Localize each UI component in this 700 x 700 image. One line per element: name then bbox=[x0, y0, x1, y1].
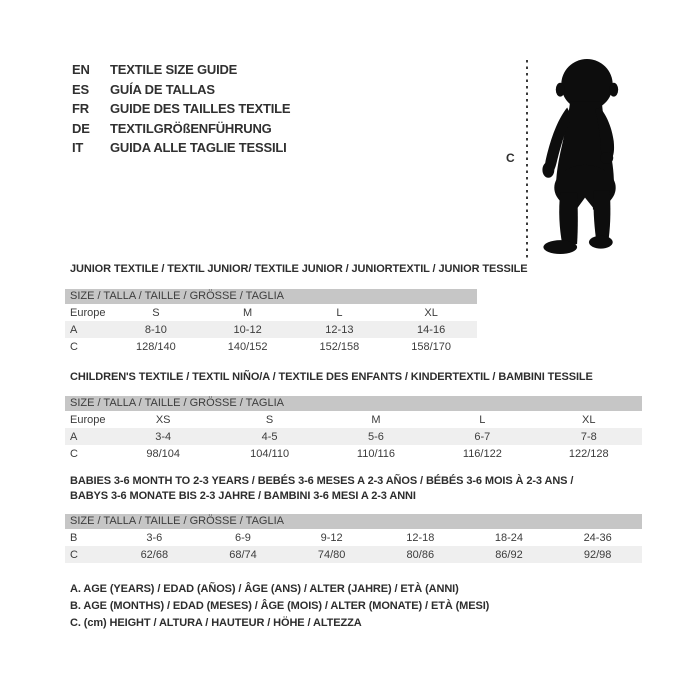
size-header-bar: SIZE / TALLA / TAILLE / GRÖSSE / TAGLIA bbox=[65, 396, 642, 411]
cell: 3-4 bbox=[155, 430, 172, 443]
table-row bbox=[65, 304, 477, 321]
cell: XL bbox=[424, 306, 438, 319]
legend-line-a: A. AGE (YEARS) / EDAD (AÑOS) / ÂGE (ANS) / ALTER (JAHRE) / ETÀ (ANNI) bbox=[70, 583, 459, 595]
table-row bbox=[65, 445, 642, 462]
section-title-babies-line1: BABIES 3-6 MONTH TO 2-3 YEARS / BEBÉS 3-6 MESES A 2-3 AÑOS / BÉBÉS 3-6 MOIS À 2-3 ANS / bbox=[70, 475, 574, 487]
height-measure-label: C bbox=[506, 151, 515, 165]
cell: S bbox=[265, 413, 274, 426]
section-title-babies bbox=[70, 474, 573, 504]
cell: 110/116 bbox=[356, 447, 396, 460]
cell: 4-5 bbox=[261, 430, 278, 443]
height-dashed-line-icon bbox=[526, 60, 528, 258]
cell: 6-9 bbox=[235, 531, 251, 544]
toddler-silhouette-icon bbox=[533, 58, 637, 258]
language-code: IT bbox=[72, 140, 84, 155]
measure-legend bbox=[70, 581, 489, 632]
cell: M bbox=[243, 306, 253, 319]
language-row bbox=[72, 119, 290, 139]
cell: 9-12 bbox=[320, 531, 343, 544]
cell: 7-8 bbox=[580, 430, 597, 443]
language-code: DE bbox=[72, 120, 90, 136]
cell: 98/104 bbox=[146, 447, 181, 460]
row-label: C bbox=[70, 447, 78, 460]
language-code: EN bbox=[72, 62, 90, 77]
row-label: A bbox=[70, 323, 78, 336]
cell: 152/158 bbox=[319, 340, 360, 353]
cell: 14-16 bbox=[417, 323, 446, 336]
language-code: ES bbox=[72, 81, 89, 97]
cell: 10-12 bbox=[233, 323, 262, 336]
section-title-babies-line2: BABYS 3-6 MONATE BIS 2-3 JAHRE / BAMBINI 3-6 MESI A 2-3 ANNI bbox=[70, 490, 416, 502]
row-label: Europe bbox=[70, 306, 106, 319]
cell: 3-6 bbox=[146, 531, 163, 544]
row-label: C bbox=[70, 340, 78, 353]
language-row bbox=[72, 99, 290, 119]
cell: 104/110 bbox=[250, 447, 290, 460]
cell: 80/86 bbox=[406, 548, 435, 561]
cell: 74/80 bbox=[317, 548, 346, 561]
cell: 5-6 bbox=[368, 430, 384, 443]
table-row bbox=[65, 529, 642, 546]
language-title: GUIDE DES TAILLES TEXTILE bbox=[110, 101, 291, 116]
cell: 18-24 bbox=[494, 531, 524, 544]
row-label: C bbox=[70, 548, 78, 561]
cell: L bbox=[336, 306, 343, 319]
table-row bbox=[65, 428, 642, 445]
language-code: FR bbox=[72, 101, 89, 116]
children-size-table bbox=[65, 396, 642, 462]
cell: 128/140 bbox=[135, 340, 176, 353]
cell: 12-13 bbox=[325, 323, 354, 336]
size-header-bar: SIZE / TALLA / TAILLE / GRÖSSE / TAGLIA bbox=[65, 514, 642, 529]
cell: 68/74 bbox=[229, 548, 257, 561]
table-row bbox=[65, 546, 642, 563]
cell: M bbox=[371, 413, 381, 426]
cell: 24-36 bbox=[583, 531, 612, 544]
cell: 122/128 bbox=[568, 447, 609, 460]
cell: S bbox=[152, 306, 160, 319]
language-list bbox=[72, 60, 290, 158]
cell: XL bbox=[582, 413, 596, 426]
cell: 140/152 bbox=[227, 340, 268, 353]
cell: 8-10 bbox=[144, 323, 167, 336]
language-title: TEXTILE SIZE GUIDE bbox=[110, 62, 238, 77]
cell: 12-18 bbox=[406, 531, 435, 544]
language-row bbox=[72, 60, 290, 80]
babies-size-table bbox=[65, 514, 642, 563]
cell: XS bbox=[155, 413, 171, 426]
baby-figure-area bbox=[500, 55, 680, 265]
row-label: A bbox=[70, 430, 78, 443]
row-label: Europe bbox=[70, 413, 106, 426]
cell: L bbox=[479, 413, 486, 426]
junior-size-table bbox=[65, 289, 477, 355]
cell: 62/68 bbox=[140, 548, 169, 561]
language-title: TEXTILGRÖßENFÜHRUNG bbox=[110, 120, 272, 136]
table-row bbox=[65, 411, 642, 428]
legend-line-c: C. (cm) HEIGHT / ALTURA / HAUTEUR / HÖHE / ALTEZZA bbox=[70, 617, 362, 629]
language-row bbox=[72, 138, 290, 158]
language-title: GUÍA DE TALLAS bbox=[110, 81, 215, 97]
row-label: B bbox=[70, 531, 78, 544]
section-title-junior: JUNIOR TEXTILE / TEXTIL JUNIOR/ TEXTILE JUNIOR / JUNIORTEXTIL / JUNIOR TESSILE bbox=[70, 263, 528, 275]
cell: 116/122 bbox=[462, 447, 502, 460]
cell: 86/92 bbox=[495, 548, 523, 561]
cell: 92/98 bbox=[583, 548, 612, 561]
table-row bbox=[65, 338, 477, 355]
cell: 158/170 bbox=[411, 340, 451, 353]
legend-line-b: B. AGE (MONTHS) / EDAD (MESES) / ÂGE (MOIS) / ALTER (MONATE) / ETÀ (MESI) bbox=[70, 600, 490, 612]
language-row bbox=[72, 80, 290, 100]
cell: 6-7 bbox=[474, 430, 491, 443]
language-title: GUIDA ALLE TAGLIE TESSILI bbox=[110, 140, 287, 155]
size-header-bar: SIZE / TALLA / TAILLE / GRÖSSE / TAGLIA bbox=[65, 289, 477, 304]
section-title-children: CHILDREN'S TEXTILE / TEXTIL NIÑO/A / TEXTILE DES ENFANTS / KINDERTEXTIL / BAMBINI TESSILE bbox=[70, 371, 593, 383]
table-row bbox=[65, 321, 477, 338]
